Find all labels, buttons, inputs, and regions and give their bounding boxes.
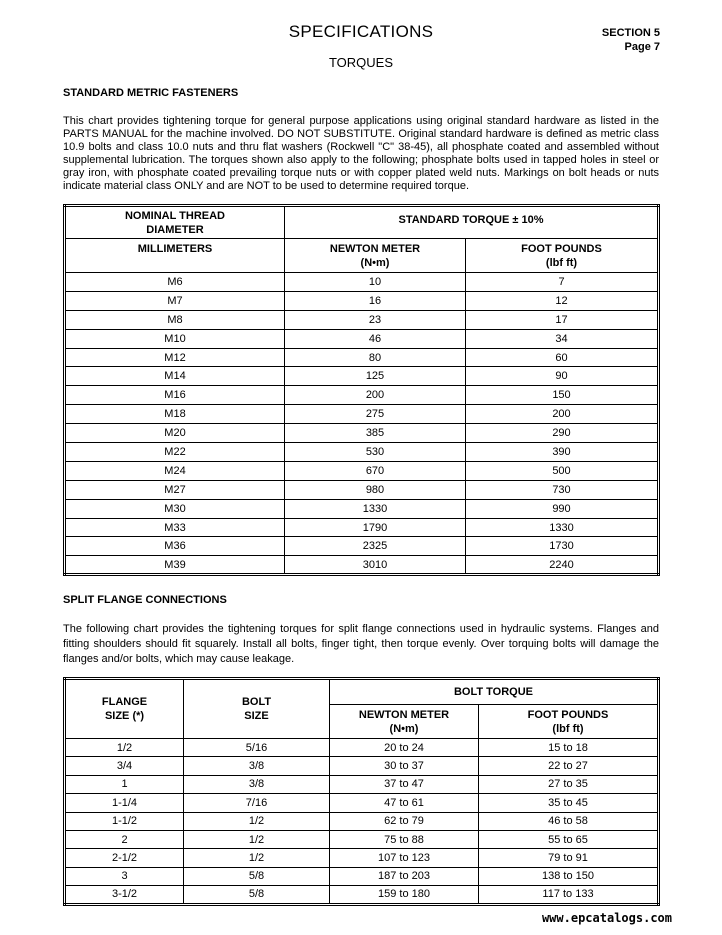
metric-table-row [65, 556, 659, 575]
page-number: Page 7 [624, 41, 660, 53]
metric-table-cell: 390 [466, 443, 659, 462]
flange-table-row [65, 794, 659, 812]
metric-table-cell: M6 [65, 273, 285, 292]
metric-table-cell: M27 [65, 480, 285, 499]
metric-table-cell: 23 [285, 310, 466, 329]
metric-table-cell: 46 [285, 329, 466, 348]
metric-table-cell: 17 [466, 310, 659, 329]
metric-table-row [65, 273, 659, 292]
metric-table-row [65, 291, 659, 310]
metric-table-cell: M16 [65, 386, 285, 405]
flange-table-cell: 3/8 [184, 775, 330, 793]
metric-table-cell: 7 [466, 273, 659, 292]
flange-table-cell: 2 [65, 830, 184, 848]
flange-table-cell: 3-1/2 [65, 886, 184, 904]
metric-table-cell: 200 [285, 386, 466, 405]
metric-table-cell: M12 [65, 348, 285, 367]
flange-col-newton-header: NEWTON METER (N•m) [330, 705, 479, 739]
flange-table-cell: 20 to 24 [330, 739, 479, 757]
metric-table-cell: 34 [466, 329, 659, 348]
flange-table-cell: 35 to 45 [479, 794, 659, 812]
flange-table-cell: 5/16 [184, 739, 330, 757]
metric-table-row [65, 537, 659, 556]
flange-table-row [65, 775, 659, 793]
flange-table-cell: 22 to 27 [479, 757, 659, 775]
flange-table-cell: 3/8 [184, 757, 330, 775]
flange-table-cell: 1/2 [65, 739, 184, 757]
metric-table-row [65, 329, 659, 348]
metric-table-cell: 500 [466, 461, 659, 480]
page-title: SPECIFICATIONS [288, 22, 434, 41]
flange-table-cell: 1-1/4 [65, 794, 184, 812]
flange-table-row [65, 849, 659, 867]
metric-table-cell: M22 [65, 443, 285, 462]
metric-table-cell: M30 [65, 499, 285, 518]
flange-group-header: BOLT TORQUE [330, 679, 659, 705]
metric-table-row [65, 443, 659, 462]
metric-table-cell: 1730 [466, 537, 659, 556]
metric-heading: STANDARD METRIC FASTENERS [63, 87, 239, 99]
metric-table-cell: 16 [285, 291, 466, 310]
flange-table-row [65, 739, 659, 757]
metric-col-mm-header: MILLIMETERS [65, 239, 285, 273]
metric-table-cell: 60 [466, 348, 659, 367]
metric-table-cell: 12 [466, 291, 659, 310]
metric-table-cell: 80 [285, 348, 466, 367]
flange-heading: SPLIT FLANGE CONNECTIONS [63, 594, 227, 606]
flange-table-cell: 159 to 180 [330, 886, 479, 904]
metric-table-row [65, 367, 659, 386]
section-number: SECTION 5 [601, 27, 660, 39]
metric-table-cell: 10 [285, 273, 466, 292]
flange-torque-table [63, 677, 660, 906]
metric-table-cell: M14 [65, 367, 285, 386]
flange-table-cell: 5/8 [184, 867, 330, 885]
flange-table-row [65, 886, 659, 904]
metric-table-row [65, 405, 659, 424]
flange-table-cell: 47 to 61 [330, 794, 479, 812]
flange-table-cell: 79 to 91 [479, 849, 659, 867]
watermark: www.epcatalogs.com [541, 911, 672, 925]
metric-table-row [65, 310, 659, 329]
flange-table-cell: 117 to 133 [479, 886, 659, 904]
flange-table-cell: 187 to 203 [330, 867, 479, 885]
metric-table-row [65, 480, 659, 499]
metric-table-cell: M7 [65, 291, 285, 310]
flange-table-cell: 1/2 [184, 830, 330, 848]
metric-paragraph: This chart provides tightening torque for general purpose applications using original standard hardware as listed in the PARTS MANUAL for the machine involved. DO NOT SUBSTITUTE. Original standard hardware is defined as metric class 10.9 bolts and class 10.0 nuts and thru flat washers (Rockwell "C" 38-45), all phosphate coated and assembled without supplemental lubrication. The torques shown also apply to the following; phosphate bolts used in tapped holes in steel or gray iron, with phosphate coated prevailing torque nuts or with copper plated weld nuts. Markings on bolt heads or nuts indicate material class ONLY and are NOT to be used to determine required torque. [63, 115, 659, 192]
flange-table-cell: 75 to 88 [330, 830, 479, 848]
flange-table-cell: 15 to 18 [479, 739, 659, 757]
metric-table-row [65, 499, 659, 518]
metric-table-row [65, 348, 659, 367]
metric-table-row [65, 518, 659, 537]
metric-table-cell: 200 [466, 405, 659, 424]
metric-table-cell: 670 [285, 461, 466, 480]
metric-table-cell: M10 [65, 329, 285, 348]
metric-table-cell: M33 [65, 518, 285, 537]
metric-table-cell: 2325 [285, 537, 466, 556]
flange-table-cell: 1/2 [184, 812, 330, 830]
metric-table-row [65, 424, 659, 443]
metric-table-cell: 730 [466, 480, 659, 499]
metric-torque-table [63, 204, 660, 576]
flange-table-cell: 55 to 65 [479, 830, 659, 848]
metric-group-header: STANDARD TORQUE ± 10% [285, 206, 659, 239]
metric-table-row [65, 386, 659, 405]
metric-table-cell: 530 [285, 443, 466, 462]
metric-table-cell: 1330 [466, 518, 659, 537]
metric-table-cell: 1790 [285, 518, 466, 537]
metric-col-thread-header: NOMINAL THREAD DIAMETER [65, 206, 285, 239]
flange-table-cell: 1/2 [184, 849, 330, 867]
metric-col-newton-header: NEWTON METER (N•m) [285, 239, 466, 273]
flange-table-cell: 138 to 150 [479, 867, 659, 885]
metric-table-cell: M18 [65, 405, 285, 424]
flange-paragraph: The following chart provides the tightening torques for split flange connections used in hydraulic systems. Flanges and fitting shoulders should fit squarely. Install all bolts, finger tight, then torque evenly. Over torquing bolts will damage the flanges and/or bolts, which may cause leakage. [63, 623, 659, 665]
flange-table-cell: 27 to 35 [479, 775, 659, 793]
metric-table-cell: 2240 [466, 556, 659, 575]
section-label [602, 26, 660, 54]
flange-table-cell: 5/8 [184, 886, 330, 904]
metric-table-cell: M24 [65, 461, 285, 480]
flange-table-cell: 46 to 58 [479, 812, 659, 830]
flange-table-cell: 3/4 [65, 757, 184, 775]
flange-table-cell: 1 [65, 775, 184, 793]
metric-table-cell: M36 [65, 537, 285, 556]
metric-table-cell: 980 [285, 480, 466, 499]
flange-table-row [65, 812, 659, 830]
flange-col-size-header: FLANGE SIZE (*) [65, 679, 184, 739]
flange-table-cell: 30 to 37 [330, 757, 479, 775]
metric-col-foot-header: FOOT POUNDS (lbf ft) [466, 239, 659, 273]
metric-table-cell: 290 [466, 424, 659, 443]
page-subtitle: TORQUES [328, 55, 394, 70]
metric-table-cell: 1330 [285, 499, 466, 518]
metric-table-cell: M20 [65, 424, 285, 443]
flange-table-cell: 1-1/2 [65, 812, 184, 830]
flange-table-row [65, 867, 659, 885]
flange-table-cell: 37 to 47 [330, 775, 479, 793]
flange-table-cell: 2-1/2 [65, 849, 184, 867]
metric-table-row [65, 461, 659, 480]
metric-table-cell: M39 [65, 556, 285, 575]
flange-table-cell: 7/16 [184, 794, 330, 812]
metric-table-cell: 3010 [285, 556, 466, 575]
flange-col-foot-header: FOOT POUNDS (lbf ft) [479, 705, 659, 739]
metric-table-cell: 125 [285, 367, 466, 386]
metric-table-cell: 385 [285, 424, 466, 443]
metric-table-cell: 990 [466, 499, 659, 518]
metric-table-cell: 275 [285, 405, 466, 424]
flange-table-cell: 107 to 123 [330, 849, 479, 867]
metric-table-cell: 90 [466, 367, 659, 386]
flange-table-cell: 62 to 79 [330, 812, 479, 830]
flange-col-bolt-header: BOLT SIZE [184, 679, 330, 739]
flange-table-cell: 3 [65, 867, 184, 885]
flange-table-row [65, 830, 659, 848]
flange-table-row [65, 757, 659, 775]
metric-table-cell: M8 [65, 310, 285, 329]
metric-table-cell: 150 [466, 386, 659, 405]
